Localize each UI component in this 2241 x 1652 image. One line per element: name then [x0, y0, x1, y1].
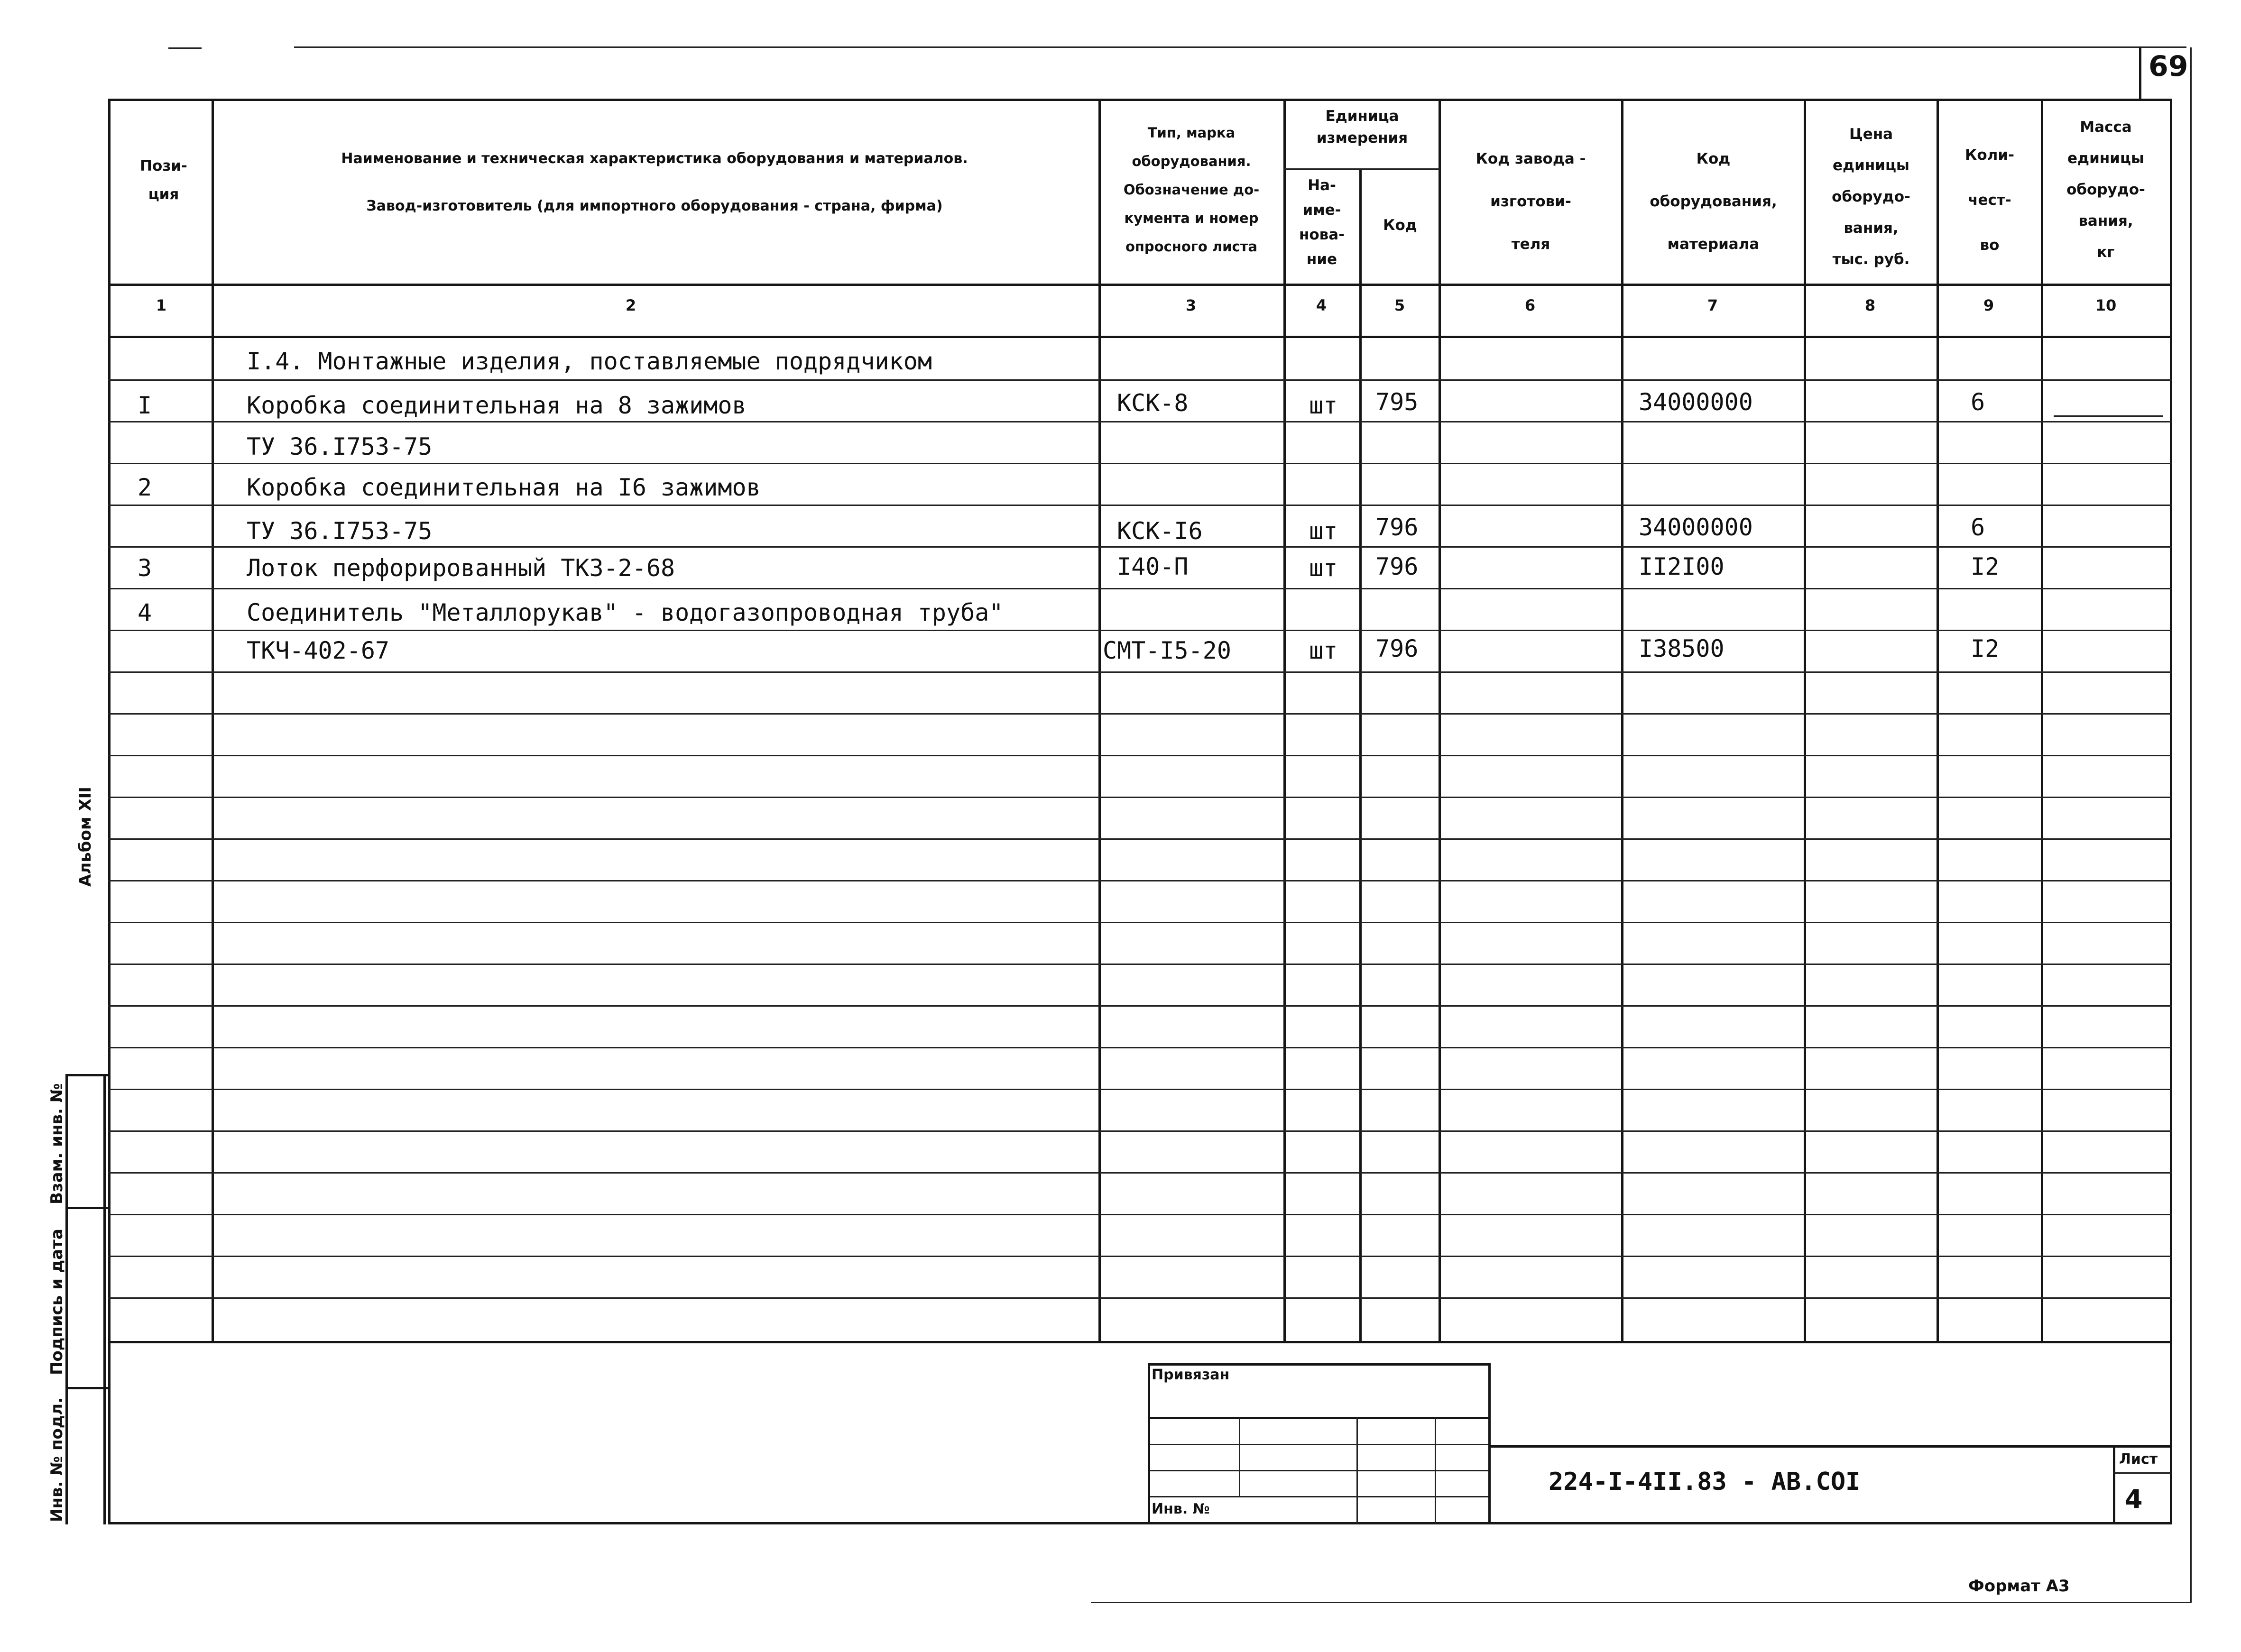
row-type: I40-П	[1117, 553, 1189, 580]
format-label: Формат А3	[1968, 1577, 2070, 1596]
column-number: 4	[1316, 296, 1327, 314]
sheet-label: Лист	[2119, 1451, 2158, 1468]
header-type: Тип, марка оборудования. Обозначение до- кумента и номер опросного листа	[1123, 125, 1260, 255]
column-number: 8	[1864, 296, 1876, 314]
header-factory-code: Код завода - изготови- теля	[1476, 150, 1586, 253]
row-unit: шт	[1309, 392, 1338, 419]
column-number: 3	[1185, 296, 1197, 314]
row-position: 2	[138, 474, 152, 501]
row-type: КСК-8	[1117, 389, 1189, 417]
header-name-line1: Наименование и техническая характеристика оборудования и материалов.	[341, 150, 968, 167]
row-quantity: I2	[1971, 635, 2000, 662]
row-equipment-code: 34000000	[1639, 388, 1753, 416]
row-position: 3	[138, 554, 152, 582]
row-unit: шт	[1309, 554, 1338, 582]
header-quantity: Коли- чест- во	[1965, 147, 2014, 254]
sign-date-label: Подпись и дата	[47, 1229, 66, 1375]
column-number: 9	[1983, 296, 1994, 314]
row-name: ТКЧ-402-67	[247, 637, 390, 664]
row-quantity: 6	[1971, 388, 1985, 416]
row-quantity: 6	[1971, 514, 1985, 541]
header-unit-name: На- име- нова- ние	[1299, 177, 1345, 268]
album-label: Альбом XII	[76, 787, 95, 887]
header-mass: Масса единицы оборудо- вания, кг	[2066, 119, 2145, 261]
row-name: Лоток перфорированный ТКЗ-2-68	[247, 554, 675, 582]
column-number: 5	[1394, 296, 1405, 314]
row-name: Коробка соединительная на 8 зажимов	[247, 392, 747, 419]
row-unit-code: 796	[1375, 553, 1419, 580]
row-type: СМТ-I5-20	[1103, 637, 1231, 664]
document-code: 224-I-4II.83 - АВ.СОI	[1549, 1468, 1861, 1496]
column-number: 10	[2095, 296, 2117, 314]
header-unit-group: Единица измерения	[1316, 108, 1408, 147]
row-unit-code: 796	[1375, 514, 1419, 541]
row-name: ТУ 36.I753-75	[247, 517, 433, 545]
orig-inv-label: Инв. № подл.	[47, 1397, 66, 1522]
row-unit-code: 795	[1375, 388, 1419, 416]
column-number: 1	[156, 296, 167, 314]
header-equipment-code: Код оборудования, материала	[1650, 150, 1777, 253]
row-unit-code: 796	[1375, 635, 1419, 662]
column-number: 7	[1707, 296, 1718, 314]
row-unit: шт	[1309, 517, 1338, 545]
sheet-number: 4	[2125, 1484, 2143, 1514]
header-unit-price: Цена единицы оборудо- вания, тыс. руб.	[1832, 126, 1910, 268]
row-equipment-code: 34000000	[1639, 514, 1753, 541]
row-equipment-code: I38500	[1639, 635, 1725, 662]
inv-number-label: Инв. №	[1152, 1501, 1210, 1517]
row-name: ТУ 36.I753-75	[247, 433, 433, 460]
page-number: 69	[2149, 50, 2188, 83]
header-name-line2: Завод-изготовитель (для импортного оборудования - страна, фирма)	[366, 198, 943, 214]
replace-inv-label: Взам. инв. №	[47, 1083, 66, 1204]
header-unit-code: Код	[1383, 217, 1417, 234]
column-number: 2	[625, 296, 636, 314]
row-name: Коробка соединительная на I6 зажимов	[247, 474, 761, 501]
row-position: I	[138, 392, 152, 419]
row-quantity: I2	[1971, 553, 2000, 580]
row-name: I.4. Монтажные изделия, поставляемые подрядчиком	[247, 348, 932, 375]
header-position: Пози- ция	[140, 157, 187, 203]
row-type: КСК-I6	[1117, 517, 1203, 545]
column-number: 6	[1524, 296, 1536, 314]
attached-label: Привязан	[1152, 1367, 1230, 1383]
row-equipment-code: II2I00	[1639, 553, 1725, 580]
row-name: Соединитель "Металлорукав" - водогазопроводная труба"	[247, 599, 1004, 626]
row-unit: шт	[1309, 637, 1338, 664]
row-position: 4	[138, 599, 152, 626]
